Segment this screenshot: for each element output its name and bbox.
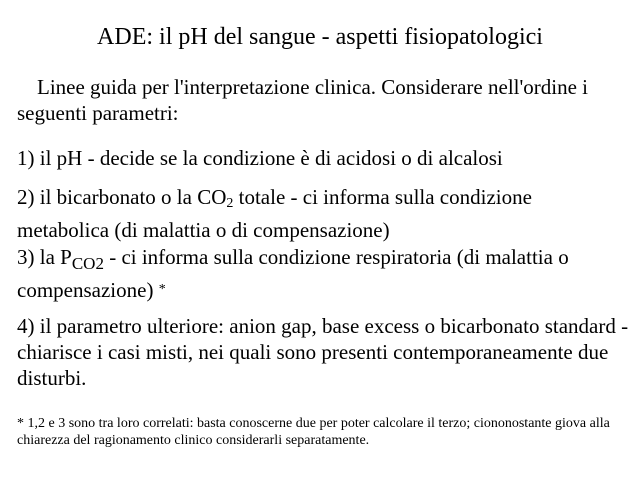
pco2-subscript xyxy=(72,254,104,273)
list-item-bicarbonate xyxy=(17,184,629,243)
list-item-ph: 1) il pH - decide se la condizione è di acidosi o di alcalosi xyxy=(17,146,503,170)
footnote: * 1,2 e 3 sono tra loro correlati: basta conoscerne due per poter calcolare il terzo; ciononostante giova alla chiarezza del ragionamento clinico considerarli separatamente. xyxy=(17,416,610,448)
slide-title: ADE: il pH del sangue - aspetti fisiopatologici xyxy=(97,24,543,50)
co2-subscript: 2 xyxy=(226,196,234,211)
pco2-subscript-2: 2 xyxy=(95,254,104,273)
intro-paragraph: Linee guida per l'interpretazione clinica. Considerare nell'ordine i seguenti parametri: xyxy=(17,75,589,125)
footnote-marker: * xyxy=(158,282,166,297)
list-item-text-end: totale - ci informa sulla condizione metabolica (di malattia o di compensazione) xyxy=(17,185,532,242)
list-item-pco2 xyxy=(17,244,629,303)
list-item-additional-parameter: 4) il parametro ulteriore: anion gap, base excess o bicarbonato standard - chiarisce i casi misti, nei quali sono presenti contemporaneamente due disturbi. xyxy=(17,314,629,390)
list-item-text-start: 3) la P xyxy=(17,245,72,269)
pco2-subscript-co: CO xyxy=(71,254,96,273)
list-item-text-start: 2) il bicarbonato o la CO xyxy=(17,185,227,209)
list-item-text-end: - ci informa sulla condizione respiratoria (di malattia o compensazione) xyxy=(17,245,569,302)
